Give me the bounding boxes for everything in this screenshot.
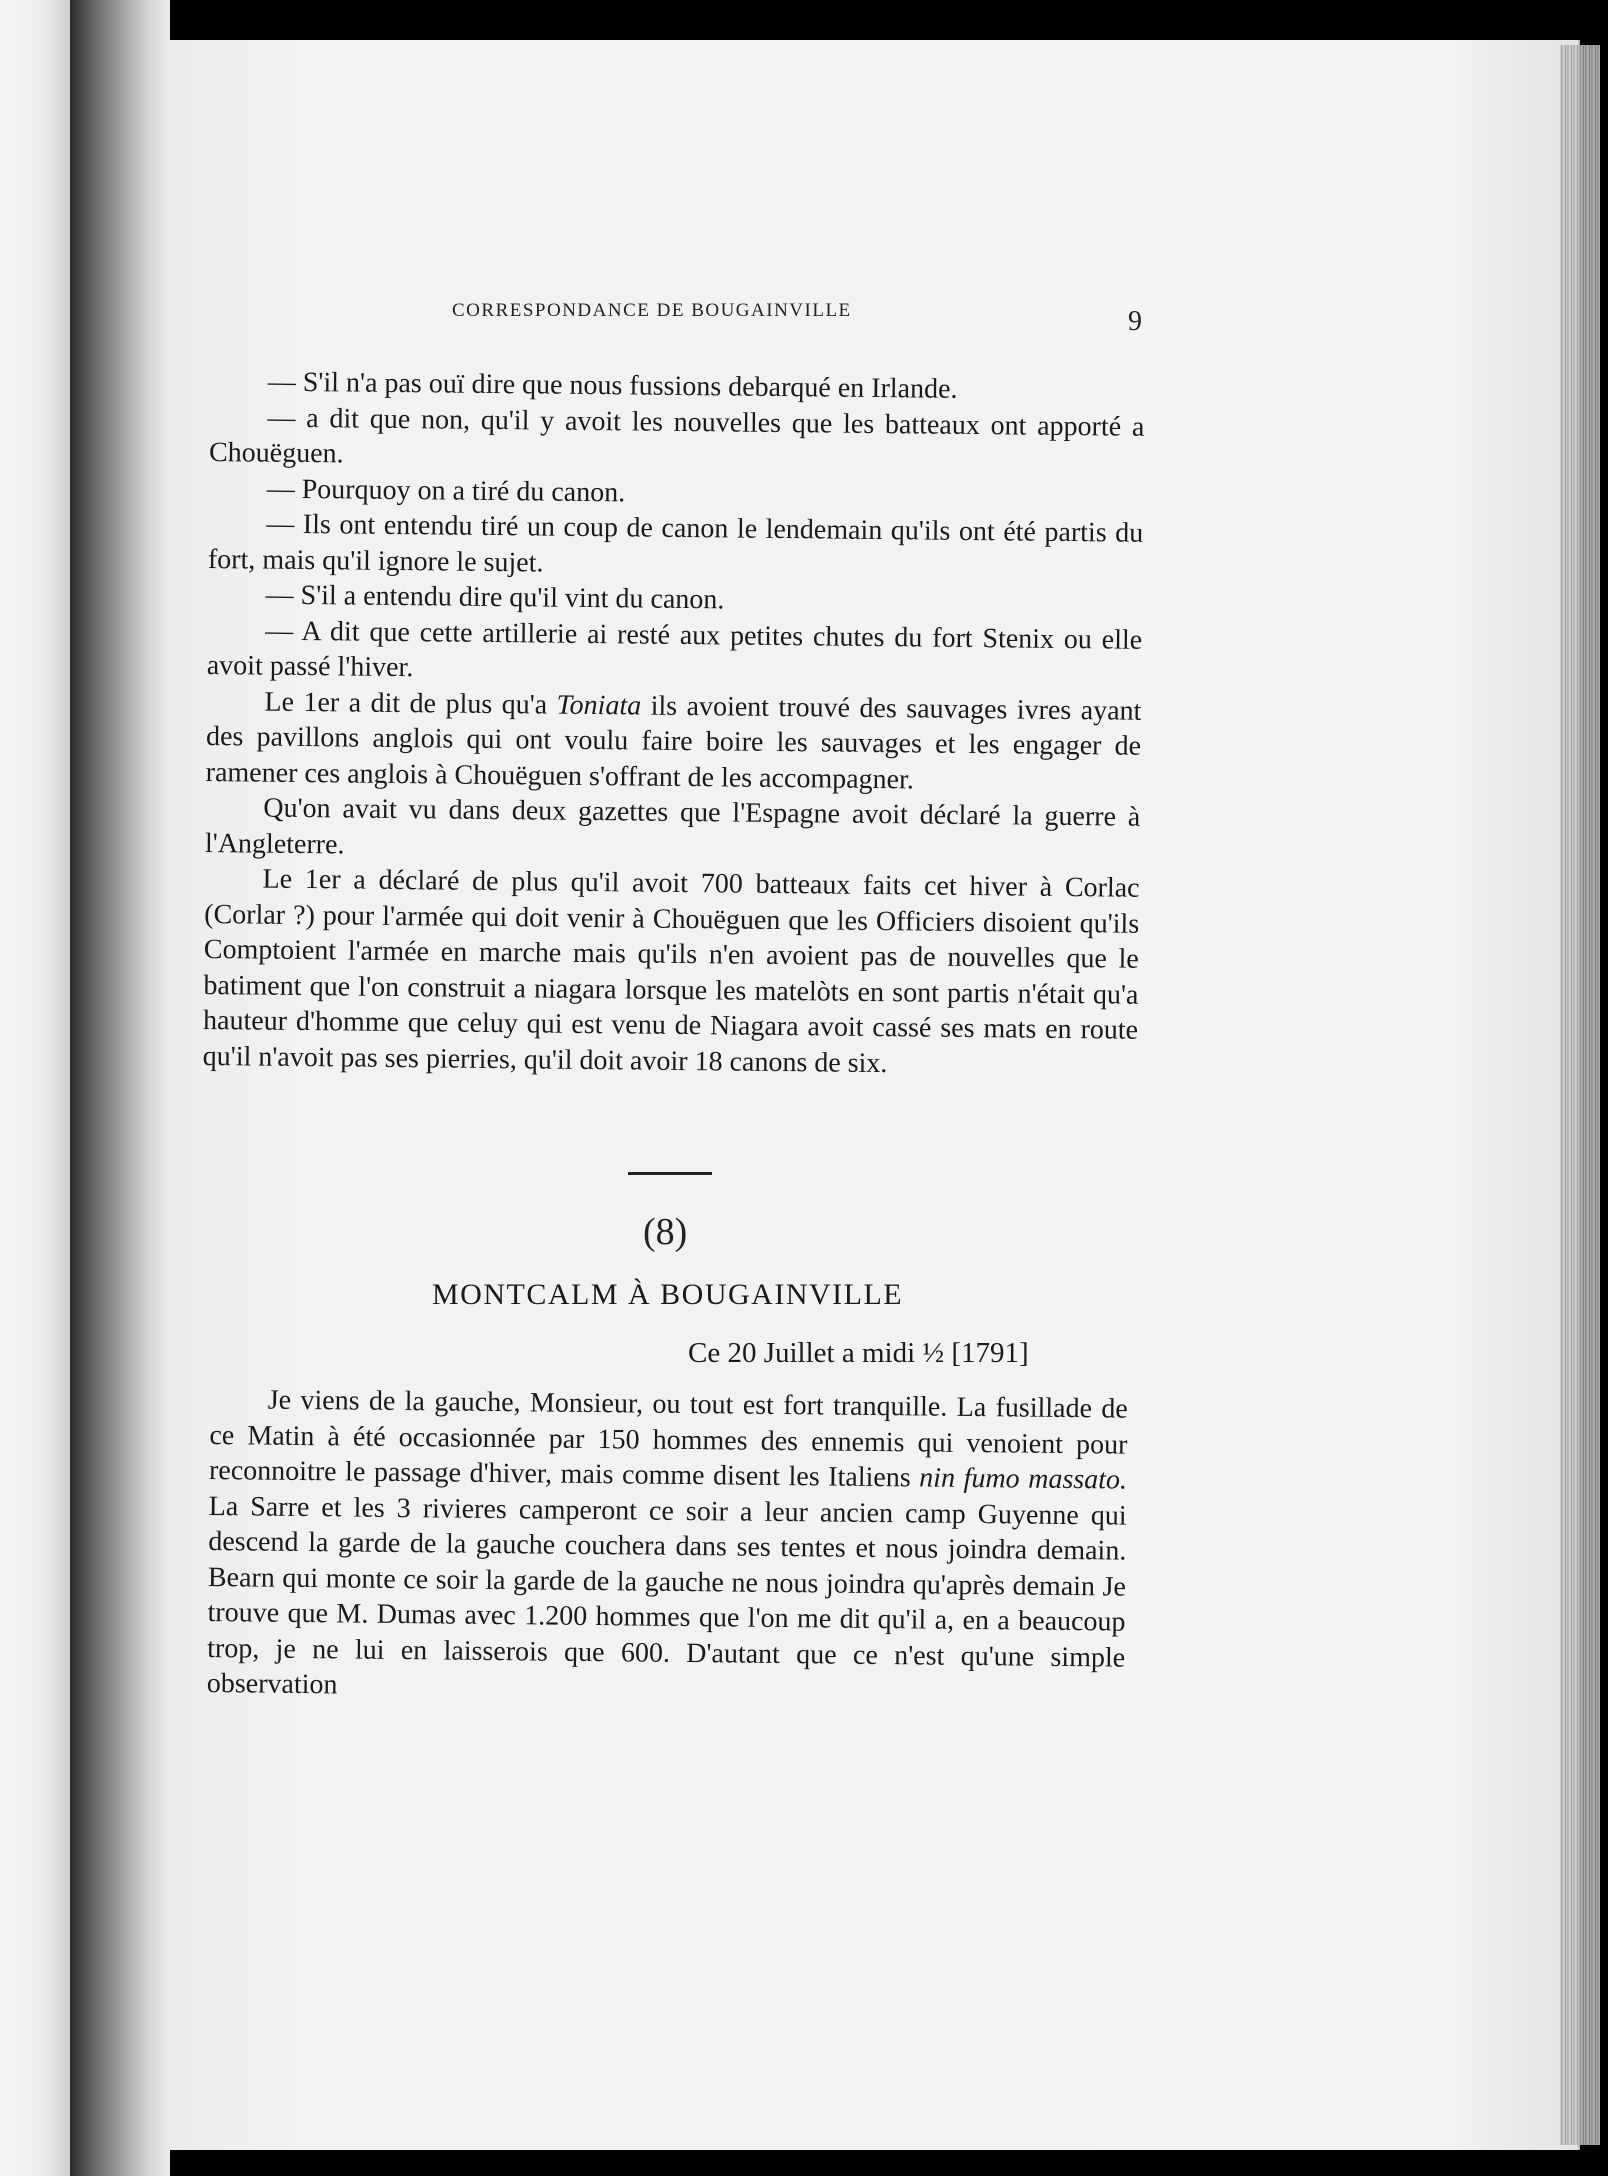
section-divider [628, 1172, 712, 1175]
paragraph: — a dit que non, qu'il y avoit les nouvelles que les batteaux ont apporté a Chouëguen. [208, 402, 1145, 470]
text-run: Je viens de la gauche, Monsieur, ou tout est fort tranquille. La fusillade de ce Matin à été occasionnée par 150 hommes des ennemis qui venoient pour reconnoitre le passage d'hiver, mais comme disent les Italiens [208, 1384, 1128, 1494]
paragraph: — S'il n'a pas ouï dire que nous fussions debarqué en Irlande. [267, 366, 958, 405]
paragraph-corlac: Le 1er a déclaré de plus qu'il avoit 700 batteaux faits cet hiver à Corlac (Corlar ?) pour l'armée qui doit venir à Chouëguen que les Officiers disoient qu'ils Comptoient l'armée en marche mais qu'ils n'en avoient pas de nouvelles que le batiment que l'on construit a niagara lorsque les matelòts en sont partis n'était qu'a hauteur d'homme que celuy qui est venu de Niagara avoit cassé ses mats en route qu'il n'avoit pas ses pierries, qu'il doit avoir 18 canons de six. [202, 863, 1140, 1079]
text-run: La Sarre et les 3 rivieres camperont ce soir a leur ancien camp Guyenne qui descend la garde de la gauche couchera dans ses tentes et nous joindra demain. Bearn qui monte ce soir la garde de la gauche ne nous joindra qu'après demain Je trouve que M. Dumas avec 1.200 hommes que l'on me dit qu'il a, en a beaucoup trop, je ne lui en laisserois que 600. D'autant que ce n'est qu'une simple observation [206, 1490, 1127, 1701]
book-gutter [70, 0, 170, 2176]
paragraph-toniata [206, 683, 1142, 799]
page-stack-edge [1560, 45, 1600, 2145]
running-header: CORRESPONDANCE DE BOUGAINVILLE [452, 300, 852, 321]
paragraph: — S'il a entendu dire qu'il vint du canon. [265, 579, 725, 616]
left-page-edge [0, 0, 70, 2176]
letter-body [207, 1382, 1128, 1711]
body-text [203, 364, 1145, 1084]
text-run: Le 1er a dit de plus qu'a [264, 686, 557, 721]
letter-paragraph [207, 1382, 1128, 1711]
text-run: ils avoient trouvé des sauvages ivres ayant des pavillons anglois qui ont voulu faire boire les sauvages et les engager de ramener ces anglois à Chouëguen s'offrant de les accompagner. [205, 690, 1142, 795]
paragraph: — Ils ont entendu tiré un coup de canon le lendemain qu'ils ont été partis du fort, mais qu'il ignore le sujet. [207, 508, 1144, 579]
paragraph: — A dit que cette artillerie ai resté aux petites chutes du fort Stenix ou elle avoit passé l'hiver. [206, 615, 1143, 684]
page-number: 9 [1128, 306, 1142, 337]
book-page [170, 40, 1578, 2150]
italic-place-name: Toniata [556, 689, 642, 722]
document-title: MONTCALM À BOUGAINVILLE [432, 1278, 904, 1311]
paragraph-espagne: Qu'on avait vu dans deux gazettes que l'Espagne avoit déclaré la guerre à l'Angleterre. [204, 792, 1141, 860]
document-number: (8) [643, 1211, 688, 1253]
paragraph: — Pourquoy on a tiré du canon. [266, 473, 626, 508]
italic-phrase: nin fumo massato. [919, 1462, 1128, 1496]
letter-dateline: Ce 20 Juillet a midi ½ [1791] [688, 1337, 1029, 1369]
